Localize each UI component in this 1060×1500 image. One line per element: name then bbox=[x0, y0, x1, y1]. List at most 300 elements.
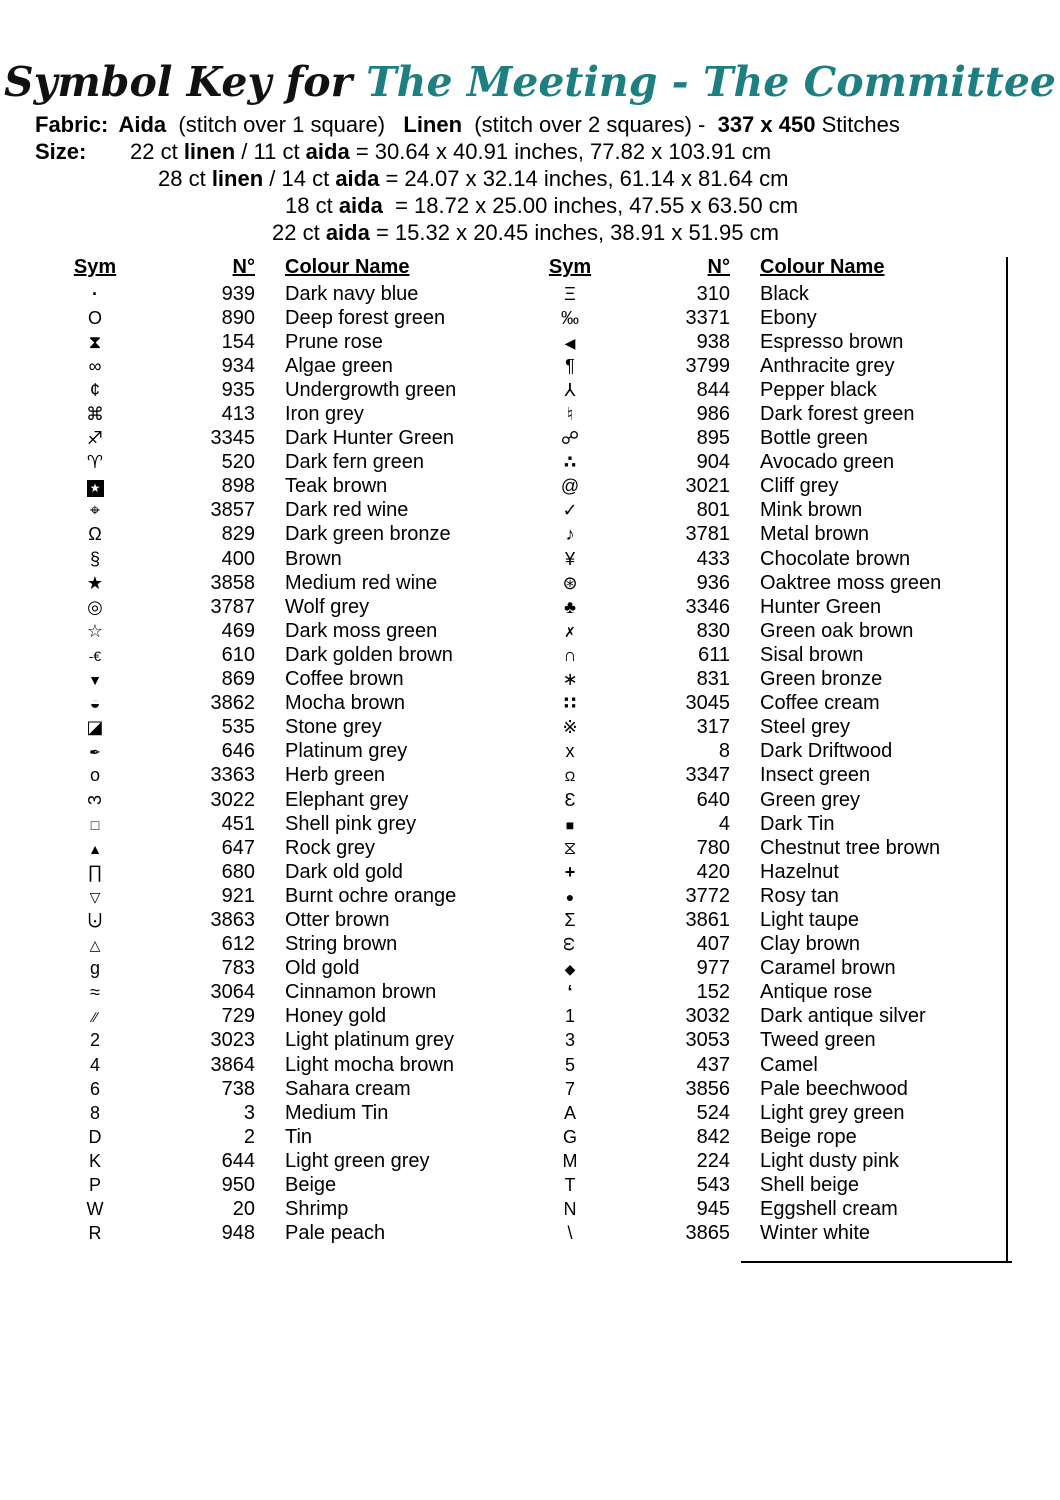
colour-name-cell: Mink brown bbox=[760, 499, 863, 522]
symbol-cell bbox=[530, 644, 610, 667]
colour-name-cell: Black bbox=[760, 282, 809, 305]
table-row bbox=[530, 1198, 1008, 1222]
stitch-symbol-icon: ▽ bbox=[89, 888, 101, 905]
symbol-cell bbox=[530, 692, 610, 715]
colour-name-cell: Honey gold bbox=[285, 1005, 387, 1028]
stitch-symbol-icon: ¢ bbox=[89, 379, 100, 400]
colour-name-cell: Dark Tin bbox=[760, 812, 835, 835]
text-segment: aida bbox=[325, 220, 370, 246]
colour-name-cell: Mocha brown bbox=[285, 692, 406, 715]
text-segment: Aida bbox=[118, 112, 167, 138]
stitch-symbol-icon: ⧗ bbox=[88, 331, 102, 352]
symbol-cell bbox=[60, 307, 130, 330]
colour-name-cell: Dark Hunter Green bbox=[285, 427, 454, 450]
text-segment: (stitch over 2 squares) - bbox=[462, 112, 718, 138]
text-segment: Linen bbox=[403, 112, 463, 138]
header-sym: Sym bbox=[548, 256, 592, 278]
stitch-symbol-icon: ∴ bbox=[563, 452, 577, 473]
colour-name-cell: Eggshell cream bbox=[760, 1198, 898, 1221]
symbol-cell bbox=[60, 451, 130, 474]
header-sym: Sym bbox=[73, 256, 117, 278]
symbol-cell bbox=[530, 620, 610, 643]
stitch-symbol-icon: 1 bbox=[564, 1006, 575, 1027]
stitch-symbol-icon: ‰ bbox=[561, 307, 579, 328]
symbol-cell bbox=[530, 475, 610, 498]
thread-number-cell: 939 bbox=[221, 282, 255, 305]
table-row bbox=[530, 499, 1008, 523]
colour-name-cell: Undergrowth green bbox=[285, 378, 457, 401]
colour-name-cell: Prune rose bbox=[285, 330, 383, 353]
thread-number-cell: 543 bbox=[696, 1174, 730, 1197]
stitch-symbol-icon: ∩ bbox=[563, 644, 577, 665]
colour-name-cell: Light mocha brown bbox=[285, 1053, 454, 1076]
colour-name-cell: Sahara cream bbox=[285, 1077, 411, 1100]
table-row bbox=[530, 571, 1008, 595]
symbol-cell bbox=[530, 1150, 610, 1173]
stitch-symbol-icon: ★ bbox=[86, 572, 104, 593]
colour-name-cell: Elephant grey bbox=[285, 788, 409, 811]
symbol-cell bbox=[60, 596, 130, 619]
table-row bbox=[530, 716, 1008, 740]
stitch-symbol-icon: ∞ bbox=[88, 355, 102, 376]
colour-name-cell: Coffee cream bbox=[760, 692, 880, 715]
thread-number-cell: 524 bbox=[696, 1101, 730, 1124]
table-row bbox=[60, 282, 530, 306]
table-row bbox=[530, 933, 1008, 957]
symbol-cell bbox=[60, 837, 130, 860]
colour-name-cell: Avocado green bbox=[760, 451, 895, 474]
stitch-symbol-icon: · bbox=[92, 283, 98, 304]
thread-number-cell: 935 bbox=[221, 378, 255, 401]
header-colour-name-cell bbox=[285, 256, 530, 282]
colour-name-cell: Light grey green bbox=[760, 1101, 905, 1124]
title-pattern-name: The Meeting - The Committee bbox=[366, 58, 1057, 106]
table-row bbox=[530, 1005, 1008, 1029]
symbol-cell bbox=[530, 837, 610, 860]
thread-number-cell: 3856 bbox=[685, 1077, 730, 1100]
size-line bbox=[35, 219, 1060, 246]
colour-name-cell: Dark golden brown bbox=[285, 643, 453, 666]
stitch-symbol-icon: T bbox=[564, 1175, 576, 1196]
text-segment: (stitch over 1 square) bbox=[166, 112, 404, 138]
stitch-symbol-icon: ◒ bbox=[89, 693, 101, 714]
symbol-cell bbox=[530, 523, 610, 546]
table-row bbox=[530, 836, 1008, 860]
table-row bbox=[60, 692, 530, 716]
text-segment: Stitches bbox=[815, 112, 900, 138]
symbol-cell bbox=[530, 716, 610, 739]
table-row bbox=[60, 1029, 530, 1053]
symbol-cell bbox=[530, 283, 610, 306]
thread-number-cell: 890 bbox=[221, 306, 255, 329]
stitch-symbol-icon: N bbox=[563, 1199, 577, 1220]
colour-name-cell: Pale beechwood bbox=[760, 1077, 908, 1100]
symbol-cell bbox=[530, 1222, 610, 1245]
stitch-symbol-icon: ✗ bbox=[564, 623, 576, 640]
thread-number-cell: 317 bbox=[696, 716, 730, 739]
table-row bbox=[530, 427, 1008, 451]
colour-name-cell: Medium red wine bbox=[285, 571, 438, 594]
symbol-cell bbox=[530, 1102, 610, 1125]
colour-name-cell: Bottle green bbox=[760, 427, 868, 450]
thread-number-cell: 3021 bbox=[685, 475, 730, 498]
symbol-cell bbox=[60, 740, 130, 763]
symbol-cell bbox=[530, 909, 610, 932]
table-row bbox=[530, 1101, 1008, 1125]
colour-name-cell: Shell pink grey bbox=[285, 812, 417, 835]
thread-number-cell: 977 bbox=[696, 957, 730, 980]
header-number-cell bbox=[130, 256, 255, 282]
colour-name-cell: Pale peach bbox=[285, 1222, 386, 1245]
table-row bbox=[530, 764, 1008, 788]
symbol-cell bbox=[60, 909, 130, 932]
colour-name-cell: Dark Driftwood bbox=[760, 740, 893, 763]
thread-number-cell: 610 bbox=[221, 643, 255, 666]
table-row bbox=[60, 499, 530, 523]
stitch-symbol-icon: ◪ bbox=[86, 717, 104, 738]
thread-number-cell: 3864 bbox=[210, 1053, 255, 1076]
symbol-cell bbox=[60, 789, 130, 812]
table-row bbox=[60, 451, 530, 475]
table-row bbox=[530, 306, 1008, 330]
symbol-cell bbox=[60, 668, 130, 691]
stitch-symbol-icon: @ bbox=[560, 476, 580, 497]
header-colour-name-cell bbox=[760, 256, 1008, 282]
size-lines bbox=[35, 138, 1060, 246]
symbol-cell bbox=[530, 813, 610, 836]
table-row bbox=[530, 523, 1008, 547]
table-row bbox=[60, 1005, 530, 1029]
thread-number-cell: 469 bbox=[221, 619, 255, 642]
text-segment: 22 ct bbox=[130, 139, 184, 165]
table-row bbox=[60, 764, 530, 788]
symbol-cell bbox=[60, 427, 130, 450]
page-title bbox=[0, 0, 1060, 105]
symbol-cell bbox=[60, 1150, 130, 1173]
table-row bbox=[60, 547, 530, 571]
table-row bbox=[60, 595, 530, 619]
thread-number-cell: 831 bbox=[696, 668, 730, 691]
symbol-cell bbox=[60, 981, 130, 1004]
table-row bbox=[530, 812, 1008, 836]
symbol-cell bbox=[530, 548, 610, 571]
text-segment: / 11 ct bbox=[235, 139, 306, 165]
thread-number-cell: 3861 bbox=[685, 908, 730, 931]
symbol-cell bbox=[60, 692, 130, 715]
stitch-symbol-icon: 3 bbox=[564, 1030, 575, 1051]
table-row bbox=[530, 1173, 1008, 1197]
symbol-cell bbox=[530, 885, 610, 908]
symbol-cell bbox=[60, 885, 130, 908]
symbol-cell bbox=[530, 331, 610, 354]
table-row bbox=[530, 981, 1008, 1005]
table-row bbox=[60, 1101, 530, 1125]
thread-number-cell: 3772 bbox=[685, 884, 730, 907]
table-row bbox=[530, 643, 1008, 667]
symbol-cell bbox=[60, 620, 130, 643]
stitch-symbol-icon: ♣ bbox=[564, 596, 576, 617]
table-row bbox=[60, 402, 530, 426]
colour-name-cell: Old gold bbox=[285, 957, 360, 980]
header-number: N° bbox=[232, 256, 255, 278]
fabric-label: Fabric: bbox=[35, 112, 109, 138]
colour-name-cell: Green grey bbox=[760, 788, 861, 811]
symbol-cell bbox=[530, 740, 610, 763]
table-rows-left bbox=[60, 282, 530, 1246]
symbol-cell bbox=[60, 1174, 130, 1197]
table-row bbox=[530, 330, 1008, 354]
symbol-cell bbox=[60, 523, 130, 546]
symbol-cell bbox=[530, 789, 610, 812]
table-row bbox=[60, 933, 530, 957]
thread-number-cell: 3863 bbox=[210, 908, 255, 931]
table-row bbox=[60, 908, 530, 932]
table-row bbox=[530, 378, 1008, 402]
table-row bbox=[530, 282, 1008, 306]
symbol-cell bbox=[530, 1054, 610, 1077]
table-row bbox=[530, 1222, 1008, 1246]
thread-number-cell: 801 bbox=[696, 499, 730, 522]
stitch-symbol-icon: ☍ bbox=[560, 428, 580, 449]
table-row bbox=[530, 957, 1008, 981]
header-sym-cell bbox=[530, 256, 610, 282]
symbol-cell bbox=[60, 764, 130, 787]
table-row bbox=[60, 354, 530, 378]
thread-number-cell: 3064 bbox=[210, 981, 255, 1004]
text-segment: linen bbox=[183, 139, 236, 165]
thread-number-cell: 934 bbox=[221, 354, 255, 377]
symbol-cell bbox=[60, 861, 130, 884]
table-row bbox=[530, 1053, 1008, 1077]
stitch-symbol-icon: ≈ bbox=[90, 982, 100, 1003]
colour-name-cell: Antique rose bbox=[760, 981, 873, 1004]
table-row bbox=[530, 354, 1008, 378]
colour-name-cell: Dark navy blue bbox=[285, 282, 419, 305]
thread-number-cell: 3371 bbox=[685, 306, 730, 329]
colour-name-cell: Camel bbox=[760, 1053, 818, 1076]
thread-number-cell: 535 bbox=[221, 716, 255, 739]
colour-name-cell: Dark moss green bbox=[285, 619, 438, 642]
thread-number-cell: 3799 bbox=[685, 354, 730, 377]
thread-number-cell: 3345 bbox=[210, 427, 255, 450]
stitch-symbol-icon: ■ bbox=[565, 816, 575, 833]
thread-number-cell: 4 bbox=[718, 812, 730, 835]
swatch-column-border bbox=[1006, 257, 1008, 1263]
table-row bbox=[530, 595, 1008, 619]
stitch-symbol-icon: ♪ bbox=[565, 524, 575, 545]
symbol-table-left bbox=[60, 256, 530, 1246]
thread-number-cell: 420 bbox=[696, 860, 730, 883]
thread-number-cell: 3023 bbox=[210, 1029, 255, 1052]
colour-name-cell: Chocolate brown bbox=[760, 547, 911, 570]
colour-name-cell: Light taupe bbox=[760, 908, 859, 931]
table-row bbox=[60, 1149, 530, 1173]
stitch-symbol-icon: ★ bbox=[87, 480, 104, 497]
colour-name-cell: Tweed green bbox=[760, 1029, 876, 1052]
thread-number-cell: 400 bbox=[221, 547, 255, 570]
thread-number-cell: 945 bbox=[696, 1198, 730, 1221]
colour-name-cell: Rosy tan bbox=[760, 884, 839, 907]
thread-number-cell: 612 bbox=[221, 933, 255, 956]
colour-name-cell: Iron grey bbox=[285, 403, 364, 426]
stitch-symbol-icon: Ξ bbox=[564, 283, 576, 304]
colour-name-cell: Shell beige bbox=[760, 1174, 859, 1197]
table-row bbox=[60, 1077, 530, 1101]
symbol-cell bbox=[60, 933, 130, 956]
stitch-symbol-icon: ● bbox=[565, 888, 575, 905]
stitch-symbol-icon: ⌖ bbox=[89, 500, 101, 521]
table-rows-right bbox=[530, 282, 1008, 1246]
colour-name-cell: Winter white bbox=[760, 1222, 871, 1245]
table-row bbox=[530, 547, 1008, 571]
thread-number-cell: 3858 bbox=[210, 571, 255, 594]
symbol-cell bbox=[60, 716, 130, 739]
text-segment: linen bbox=[211, 166, 264, 192]
symbol-cell bbox=[60, 572, 130, 595]
colour-name-cell: Green oak brown bbox=[760, 619, 914, 642]
stitch-symbol-icon: § bbox=[89, 548, 100, 569]
thread-number-cell: 8 bbox=[718, 740, 730, 763]
thread-number-cell: 986 bbox=[696, 403, 730, 426]
stitch-symbol-icon: ※ bbox=[562, 717, 578, 738]
thread-number-cell: 3865 bbox=[685, 1222, 730, 1245]
table-row bbox=[60, 957, 530, 981]
symbol-cell bbox=[530, 668, 610, 691]
stitch-symbol-icon: ∏ bbox=[87, 861, 103, 882]
thread-number-cell: 611 bbox=[698, 643, 730, 666]
stitch-symbol-icon: Σ bbox=[564, 909, 576, 930]
colour-name-cell: Cliff grey bbox=[760, 475, 839, 498]
thread-number-cell: 738 bbox=[221, 1077, 255, 1100]
table-row bbox=[530, 1077, 1008, 1101]
stitch-symbol-icon: ⧖ bbox=[563, 837, 577, 858]
symbol-cell bbox=[60, 379, 130, 402]
table-row bbox=[530, 1029, 1008, 1053]
colour-name-cell: Dark antique silver bbox=[760, 1005, 926, 1028]
table-row bbox=[60, 884, 530, 908]
stitch-symbol-icon: + bbox=[564, 861, 576, 882]
stitch-symbol-icon: -€ bbox=[88, 647, 102, 664]
size-line bbox=[35, 192, 1060, 219]
thread-number-cell: 3022 bbox=[210, 788, 255, 811]
thread-number-cell: 20 bbox=[232, 1198, 255, 1221]
header-sym-cell bbox=[60, 256, 130, 282]
thread-number-cell: 895 bbox=[696, 427, 730, 450]
stitch-symbol-icon: ▲ bbox=[88, 840, 102, 857]
stitch-symbol-icon: o bbox=[89, 765, 100, 786]
symbol-cell bbox=[530, 499, 610, 522]
symbol-cell bbox=[530, 1174, 610, 1197]
colour-name-cell: String brown bbox=[285, 933, 398, 956]
stitch-symbol-icon: Ω bbox=[564, 768, 576, 785]
colour-name-cell: Tin bbox=[285, 1125, 313, 1148]
thread-number-cell: 644 bbox=[221, 1149, 255, 1172]
text-segment: aida bbox=[338, 193, 383, 219]
fabric-text bbox=[112, 112, 899, 137]
table-row bbox=[60, 571, 530, 595]
table-row bbox=[60, 427, 530, 451]
table-header bbox=[60, 256, 530, 282]
text-segment: / 14 ct bbox=[263, 166, 336, 192]
colour-name-cell: Chestnut tree brown bbox=[760, 836, 941, 859]
table-row bbox=[60, 1198, 530, 1222]
thread-number-cell: 433 bbox=[696, 547, 730, 570]
text-segment: aida bbox=[305, 139, 350, 165]
colour-name-cell: Platinum grey bbox=[285, 740, 408, 763]
stitch-symbol-icon: ⌘ bbox=[86, 404, 104, 425]
symbol-cell bbox=[60, 355, 130, 378]
table-row bbox=[60, 619, 530, 643]
colour-name-cell: Dark green bronze bbox=[285, 523, 451, 546]
symbol-cell bbox=[60, 644, 130, 667]
thread-number-cell: 3053 bbox=[685, 1029, 730, 1052]
colour-name-cell: Steel grey bbox=[760, 716, 851, 739]
text-segment: = 15.32 x 20.45 inches, 38.91 x 51.95 cm bbox=[369, 220, 779, 246]
thread-number-cell: 152 bbox=[696, 981, 730, 1004]
table-row bbox=[60, 475, 530, 499]
thread-number-cell: 3781 bbox=[685, 523, 730, 546]
colour-name-cell: Green bronze bbox=[760, 668, 883, 691]
symbol-cell bbox=[530, 933, 610, 956]
stitch-symbol-icon: ☆ bbox=[86, 620, 104, 641]
thread-number-cell: 898 bbox=[221, 475, 255, 498]
symbol-cell bbox=[530, 403, 610, 426]
stitch-symbol-icon: ⅄ bbox=[564, 379, 576, 400]
stitch-symbol-icon: K bbox=[88, 1150, 101, 1171]
thread-number-cell: 3346 bbox=[685, 595, 730, 618]
table-row bbox=[60, 643, 530, 667]
colour-name-cell: Light dusty pink bbox=[760, 1149, 899, 1172]
symbol-cell bbox=[60, 1054, 130, 1077]
stitch-symbol-icon: ∷ bbox=[563, 693, 577, 714]
stitch-symbol-icon: A bbox=[563, 1102, 576, 1123]
table-row bbox=[60, 812, 530, 836]
stitch-symbol-icon: M bbox=[562, 1150, 578, 1171]
stitch-symbol-icon: △ bbox=[89, 937, 101, 954]
table-row bbox=[530, 860, 1008, 884]
thread-number-cell: 224 bbox=[696, 1149, 730, 1172]
thread-number-cell: 310 bbox=[696, 282, 730, 305]
size-line bbox=[35, 165, 1060, 192]
text-segment: 18 ct bbox=[285, 193, 339, 219]
symbol-cell bbox=[530, 355, 610, 378]
thread-number-cell: 936 bbox=[696, 571, 730, 594]
stitch-symbol-icon: ∗ bbox=[562, 669, 578, 690]
symbol-cell bbox=[60, 331, 130, 354]
table-row bbox=[530, 908, 1008, 932]
symbol-cell bbox=[530, 1005, 610, 1028]
thread-number-cell: 3032 bbox=[685, 1005, 730, 1028]
thread-number-cell: 780 bbox=[696, 836, 730, 859]
thread-number-cell: 950 bbox=[221, 1174, 255, 1197]
table-row bbox=[60, 378, 530, 402]
symbol-cell bbox=[60, 957, 130, 980]
symbol-cell bbox=[530, 861, 610, 884]
stitch-symbol-icon: ✓ bbox=[562, 500, 578, 521]
stitch-symbol-icon: 5 bbox=[564, 1054, 575, 1075]
symbol-cell bbox=[60, 813, 130, 836]
thread-number-cell: 154 bbox=[221, 330, 255, 353]
stitch-symbol-icon: ♈ bbox=[86, 452, 104, 473]
text-segment: = 18.72 x 25.00 inches, 47.55 x 63.50 cm bbox=[382, 193, 799, 219]
table-row bbox=[60, 860, 530, 884]
thread-number-cell: 413 bbox=[221, 403, 255, 426]
symbol-cell bbox=[530, 379, 610, 402]
table-row bbox=[60, 523, 530, 547]
colour-name-cell: Insect green bbox=[760, 764, 871, 787]
table-row bbox=[60, 716, 530, 740]
colour-name-cell: Light green grey bbox=[285, 1149, 430, 1172]
